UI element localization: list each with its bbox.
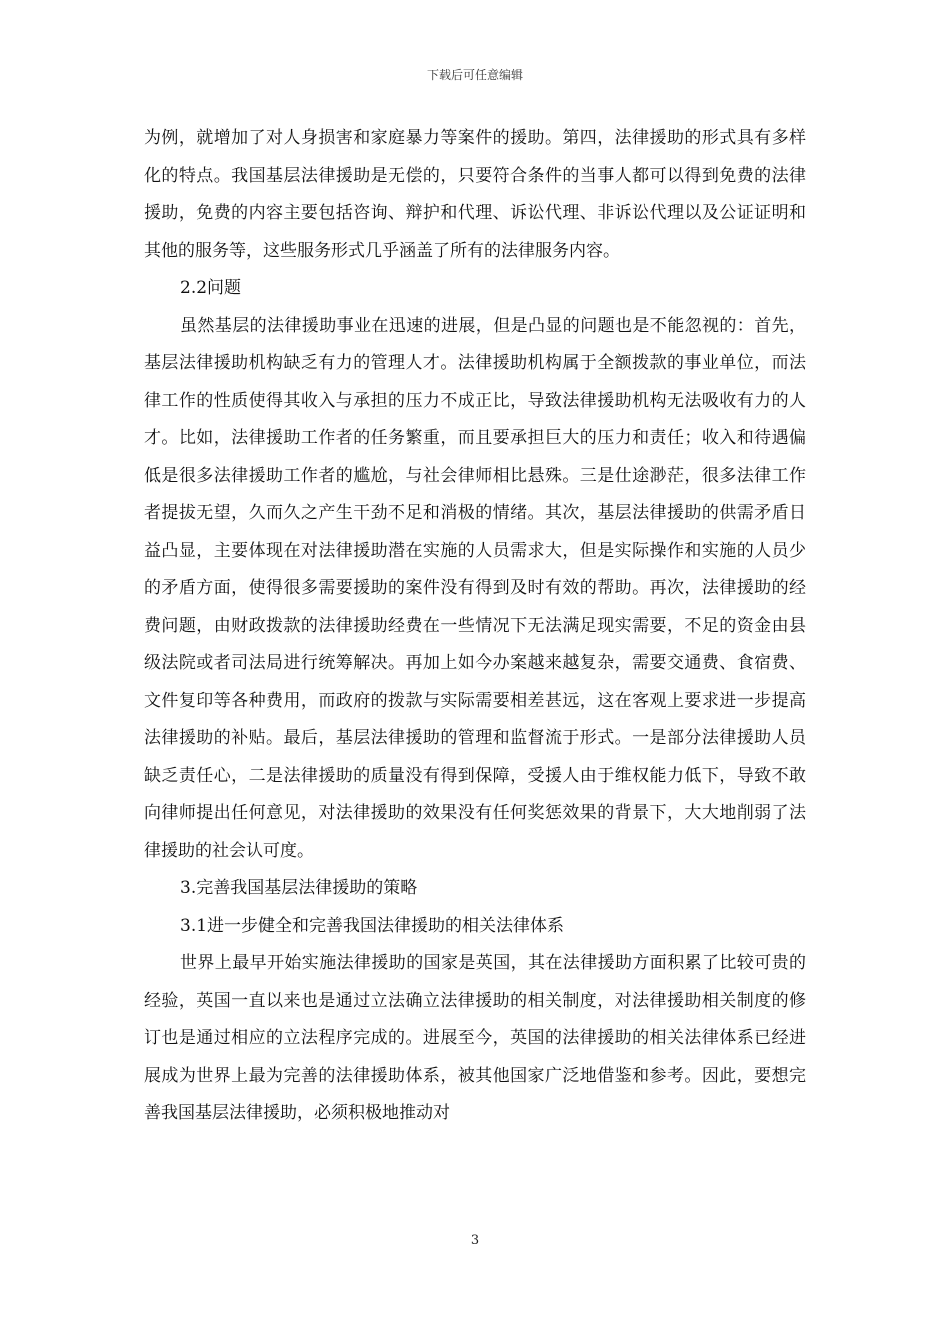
paragraph-england-example: 世界上最早开始实施法律援助的国家是英国，其在法律援助方面积累了比较可贵的经验，英国一直以来也是通过立法确立法律援助的相关制度，对法律援助相关制度的修订也是通过相应的立法程序完成的。进展至今，英国的法律援助的相关法律体系已经进展成为世界上最为完善的法律援助体系，被其他国家广泛地借鉴和参考。因此，要想完善我国基层法律援助，必须积极地推动对 xyxy=(144,953,806,1123)
section-heading-3: 3.完善我国基层法律援助的策略 xyxy=(180,878,418,898)
section-heading-3-1: 3.1进一步健全和完善我国法律援助的相关法律体系 xyxy=(180,915,565,936)
page-number: 3 xyxy=(470,1233,480,1248)
paragraph-problems: 虽然基层的法律援助事业在迅速的进展，但是凸显的问题也是不能忽视的：首先，基层法律援助机构缺乏有力的管理人才。法律援助机构属于全额拨款的事业单位，而法律工作的性质使得其收入与承担的压力不成正比，导致法律援助机构无法吸收有力的人才。比如，法律援助工作者的任务繁重，而且要承担巨大的压力和责任；收入和待遇偏低是很多法律援助工作者的尴尬，与社会律师相比悬殊。三是仕途渺茫，很多法律工作者提拔无望，久而久之产生干劲不足和消极的情绪。其次，基层法律援助的供需矛盾日益凸显，主要体现在对法律援助潜在实施的人员需求大，但是实际操作和实施的人员少的矛盾方面，使得很多需要援助的案件没有得到及时有效的帮助。再次，法律援助的经费问题，由财政拨款的法律援助经费在一些情况下无法满足现实需要，不足的资金由县级法院或者司法局进行统筹解决。再加上如今办案越来越复杂，需要交通费、食宿费、文件复印等各种费用，而政府的拨款与实际需要相差甚远，这在客观上要求进一步提高法律援助的补贴。最后，基层法律援助的管理和监督流于形式。一是部分法律援助人员缺乏责任心，二是法律援助的质量没有得到保障，受援人由于维权能力低下，导致不敢向律师提出任何意见，对法律援助的效果没有任何奖惩效果的背景下，大大地削弱了法律援助的社会认可度。 xyxy=(144,315,806,861)
document-body xyxy=(144,120,806,1133)
section-heading-2-2: 2.2问题 xyxy=(180,278,242,298)
page-header: 下载后可任意编辑 xyxy=(426,68,523,82)
paragraph-continuation: 为例，就增加了对人身损害和家庭暴力等案件的援助。第四，法律援助的形式具有多样化的特点。我国基层法律援助是无偿的，只要符合条件的当事人都可以得到免费的法律援助，免费的内容主要包括咨询、辩护和代理、诉讼代理、非诉讼代理以及公证证明和其他的服务等，这些服务形式几乎涵盖了所有的法律服务内容。 xyxy=(144,128,806,261)
